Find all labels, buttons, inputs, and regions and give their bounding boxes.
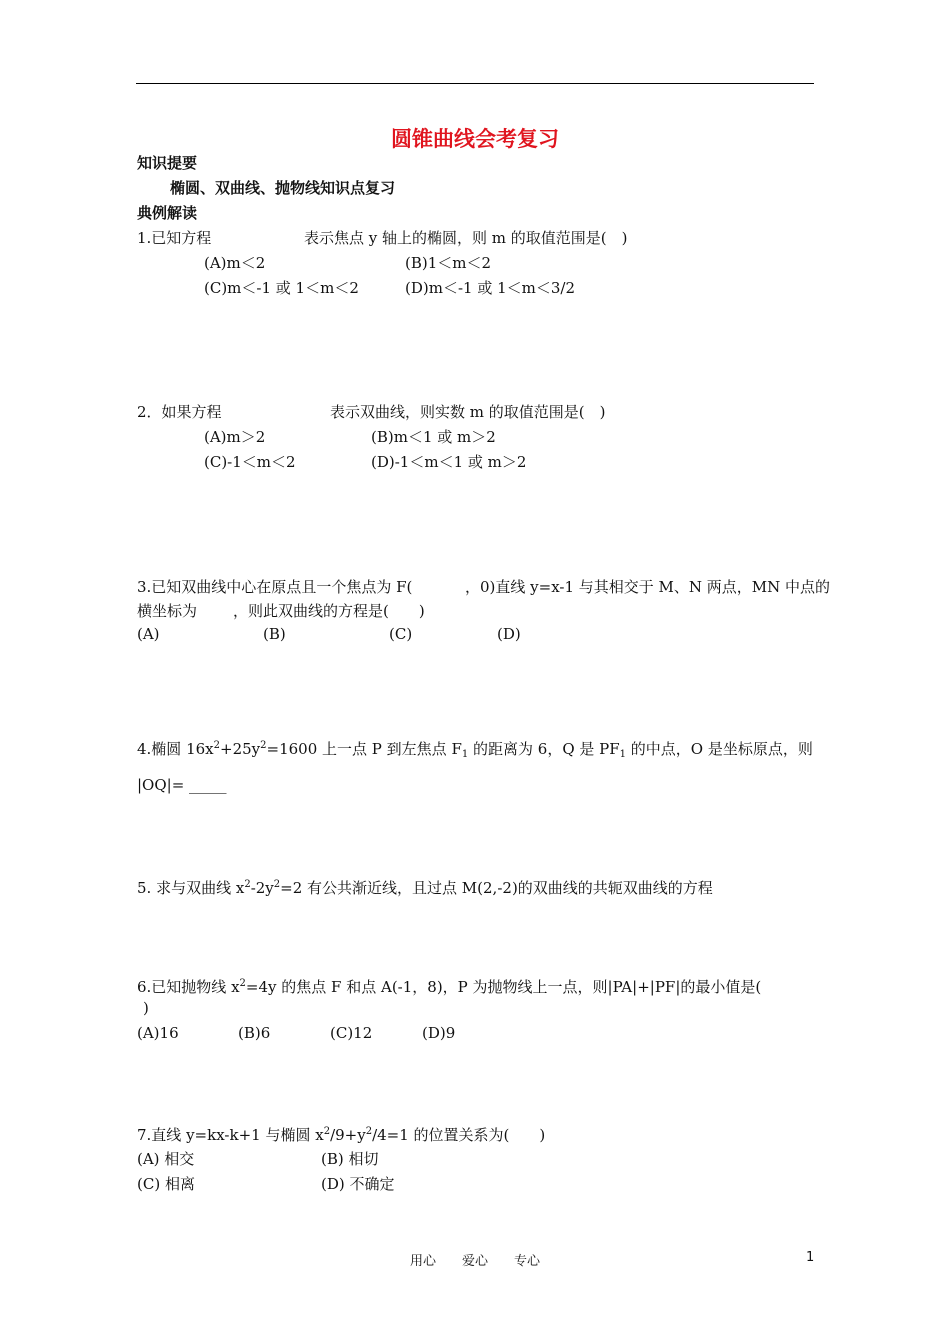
- q3-option-b: (B): [263, 625, 286, 643]
- q6-line2: ): [143, 999, 149, 1017]
- q3-line1-a: 3.已知双曲线中心在原点且一个焦点为 F(: [137, 578, 413, 596]
- q6-line1: 6.已知抛物线 $x^2=4y$ 的焦点 F 和点 A(-1，8)，P 为抛物线上一点，则|PA|+|PF|的最小值是(: [137, 978, 762, 996]
- q7-option-c: (C) 相离: [137, 1175, 195, 1193]
- q6-option-d: (D)9: [422, 1024, 456, 1042]
- q3-option-c: (C): [389, 625, 413, 643]
- q1-option-a: (A)m＜2: [204, 254, 266, 272]
- q4-line2: |OQ|= _____: [137, 776, 227, 794]
- q2-option-a: (A)m＞2: [204, 428, 266, 446]
- q7-line1: 7.直线 y=kx-k+1 与椭圆 $x^2/9+y^2/4=1$ 的位置关系为( ): [137, 1126, 546, 1144]
- q2-option-c: (C)-1＜m＜2: [204, 453, 296, 471]
- q6-option-c: (C)12: [330, 1024, 373, 1042]
- q7-option-b: (B) 相切: [321, 1150, 379, 1168]
- q7-option-d: (D) 不确定: [321, 1175, 395, 1193]
- q5-line1: 5. 求与双曲线 $x^2-2y^2=2$ 有公共渐近线，且过点 M(2,-2)的双曲线的共轭双曲线的方程: [137, 879, 713, 897]
- footer-motto: 用心 爱心 专心: [409, 1254, 540, 1269]
- q1-stem-b: 表示焦点 y 轴上的椭圆，则 m 的取值范围是( ): [304, 229, 628, 247]
- section-examples: 典例解读: [137, 204, 198, 222]
- section-knowledge-sub: 椭圆、双曲线、抛物线知识点复习: [170, 179, 396, 197]
- q1-option-d: (D)m＜-1 或 1＜m＜3/2: [405, 279, 576, 297]
- q2-stem-b: 表示双曲线，则实数 m 的取值范围是( ): [330, 403, 606, 421]
- q3-line2-a: 横坐标为: [137, 602, 198, 620]
- q2-option-d: (D)-1＜m＜1 或 m＞2: [371, 453, 527, 471]
- q3-option-d: (D): [497, 625, 521, 643]
- q1-stem-a: 1.已知方程: [137, 229, 212, 247]
- q3-line1-b: ，0)直线 y=x-1 与其相交于 M、N 两点，MN 中点的: [465, 578, 831, 596]
- page-number: 1: [806, 1250, 815, 1265]
- section-knowledge: 知识提要: [137, 154, 198, 172]
- q4-line1: 4.椭圆 $16x^2+25y^2=1600$ 上一点 P 到左焦点 $F_1$ 的距离为 6，Q 是 $PF_1$ 的中点，O 是坐标原点，则: [137, 740, 813, 760]
- header-rule: [136, 83, 814, 84]
- q7-option-a: (A) 相交: [137, 1150, 195, 1168]
- q1-option-c: (C)m＜-1 或 1＜m＜2: [204, 279, 359, 297]
- q3-option-a: (A): [137, 625, 160, 643]
- q6-option-a: (A)16: [137, 1024, 179, 1042]
- page-title: 圆锥曲线会考复习: [391, 127, 559, 151]
- q2-stem-a: 2．如果方程: [137, 403, 222, 421]
- q2-option-b: (B)m＜1 或 m＞2: [371, 428, 496, 446]
- q3-line2-b: ，则此双曲线的方程是( ): [233, 602, 425, 620]
- q6-option-b: (B)6: [238, 1024, 271, 1042]
- q1-option-b: (B)1＜m＜2: [405, 254, 492, 272]
